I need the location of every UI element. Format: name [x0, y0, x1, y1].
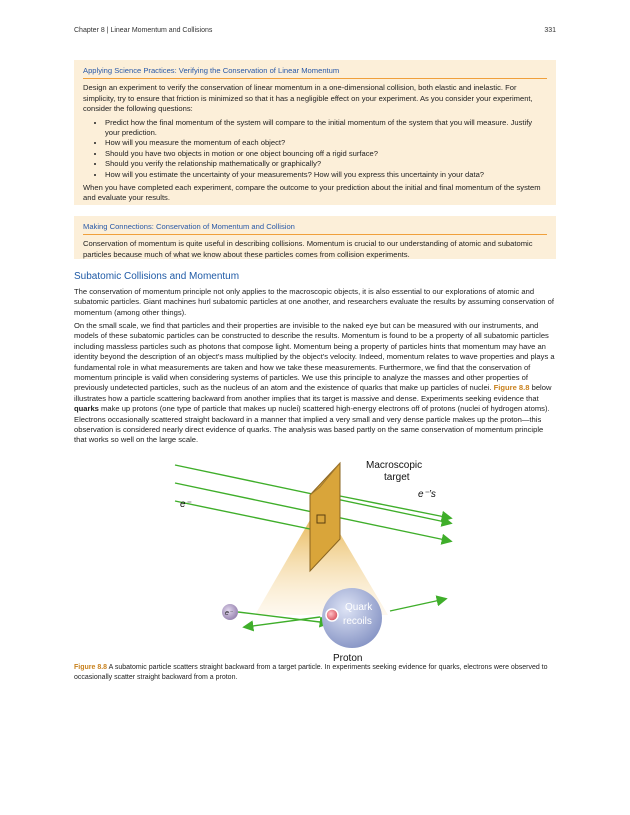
section-heading: Subatomic Collisions and Momentum	[74, 271, 240, 282]
making-connections-text: Conservation of momentum is quite useful in describing collisions. Momentum is crucial to our understanding of atomic and subatomic particles because much of what we know about these particles comes from collision experiments.	[83, 239, 533, 259]
backscatter-track	[245, 617, 320, 627]
quark-particle	[326, 609, 338, 621]
figure-reference-link[interactable]: Figure 8.8	[493, 383, 530, 393]
making-connections-box	[74, 216, 556, 259]
science-practices-box	[74, 60, 556, 205]
list-item: • How will you estimate the uncertainty of your measurements? How will you express this uncertainty in your data?	[105, 170, 547, 180]
quark-label: Quark	[345, 602, 373, 613]
caption-text: A subatomic particle scatters straight backward from a target particle. In experiments seeking evidence for quarks, electrons were observed to occasionally scatter straight backward from a proton.	[74, 664, 548, 681]
caption-label: Figure 8.8	[74, 664, 108, 671]
incoming-electron-track	[175, 501, 310, 529]
paragraph-1: The conservation of momentum principle not only applies to the macroscopic objects, it is also essential to our explorations of atomic and subatomic particles. Giant machines hurl subatomic particles at one another, and researchers evaluate the results by assuming conservation of momentum (among other things).	[74, 287, 554, 317]
list-item: • Should you verify the relationship mathematically or graphically?	[105, 159, 547, 169]
making-connections-title: Making Connections: Conservation of Momentum and Collision	[83, 222, 547, 235]
page-number: 331	[544, 27, 556, 34]
list-item: • Should you have two objects in motion or one object bouncing off a rigid surface?	[105, 149, 547, 159]
paragraph-2-text-b: below illustrates how a particle scattering backward from another implies that its target is massive and dense. Experiments seeking evidence that	[74, 383, 552, 403]
question-list	[83, 118, 547, 180]
figure-caption	[74, 663, 556, 682]
list-item: • Predict how the final momentum of the system will compare to the initial momentum of the system that you will measure. Justify your prediction.	[105, 118, 547, 139]
recoils-label: recoils	[343, 616, 372, 627]
science-practices-closing: When you have completed each experiment, compare the outcome to your prediction about the initial and final momentum of the system and evaluate your results.	[83, 183, 541, 203]
paragraph-2-text-a: On the small scale, we find that particles and their properties are invisible to the naked eye but can be measured with our instruments, and models of these subatomic particles can be constructed to describe the results. Momentum is found to be a property of all subatomic particles including massless particles such as photons that compose light. Momentum being a property of particles hints that momentum may have an identity beyond the description of an object's mass multiplied by the object's velocity. Indeed, momentum relates to wave properties and plays a fundamental role in what measurements are taken and how we take these measurements. Furthermore, we find that the conservation of momentum principle is valid when considering systems of particles. We use this principle to analyze the masses and other properties of previously undetected particles, such as the nucleus of an atom and the existence of quarks that make up particles of nuclei.	[74, 321, 555, 393]
glossary-term-quarks: quarks	[74, 404, 99, 414]
incoming-electron-label: e⁻	[180, 499, 191, 510]
scattered-electrons-label: e⁻’s	[418, 489, 436, 500]
paragraph-2-text-c: make up protons (one type of particle that makes up nuclei) scattered high-energy electrons off of protons (nuclei of hydrogen atoms). Electrons occasionally scattered straight backward in a manner that implied a very small and very dense particle makes up the proton—this observation is considered nearly direct evidence of quarks. The analysis was based partly on the same conservation of momentum principle that works so well on the large scale.	[74, 404, 550, 445]
science-practices-intro: Design an experiment to verify the conservation of linear momentum in a one-dimensional collision, both elastic and inelastic. For simplicity, try to ensure that friction is minimized so that it has a negligible effect on your experiment. As you consider your experiment, consider the following questions:	[83, 83, 533, 114]
proton-label: Proton	[333, 653, 363, 664]
running-header	[74, 27, 556, 37]
list-item: • How will you measure the momentum of each object?	[105, 138, 547, 148]
electron-particle-label: e⁻	[225, 610, 233, 617]
paragraph-2	[74, 321, 556, 446]
macroscopic-label: Macroscopic	[366, 460, 423, 471]
chapter-title: Chapter 8 | Linear Momentum and Collisions	[74, 27, 213, 34]
scattering-figure	[160, 455, 490, 665]
recoil-track	[390, 599, 445, 611]
target-label: target	[384, 472, 410, 483]
science-practices-title: Applying Science Practices: Verifying the Conservation of Linear Momentum	[83, 66, 547, 79]
